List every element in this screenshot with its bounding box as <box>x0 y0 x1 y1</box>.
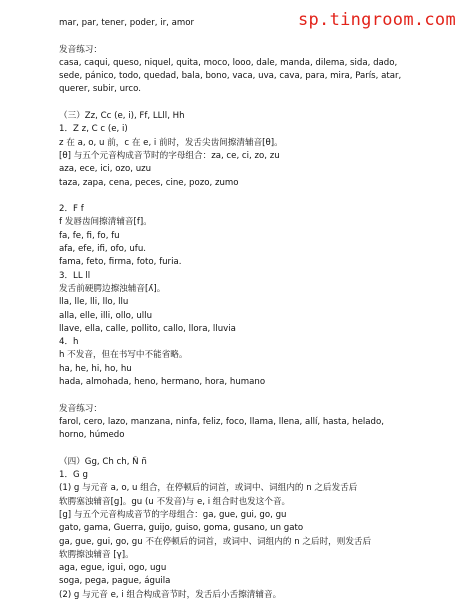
blank-line <box>59 97 463 110</box>
text-line: 1．G g <box>59 470 88 481</box>
text-line: casa, caqui, queso, niquel, quita, moco, looo, dale, manda, dilema, sida, dado, <box>59 57 398 68</box>
watermark-text: sp.tingroom.com <box>297 10 456 30</box>
text-line: ha, he, hi, ho, hu <box>59 363 132 374</box>
text-line: soga, pega, pague, águila <box>59 576 171 587</box>
text-line: horno, húmedo <box>59 430 125 441</box>
text-line: mar, par, tener, poder, ir, amor <box>59 18 195 28</box>
text-line: 软腭擦浊辅音 [γ]。 <box>59 549 134 560</box>
text-line: 软腭塞浊辅音[g]。gu (u 不发音)与 e, i 组合时也发这个音。 <box>59 496 291 507</box>
blank-line <box>59 443 463 456</box>
text-line: (1) g 与元音 a, o, u 组合，在停顿后的词首，或词中、词组内的 n 之后发舌后 <box>59 483 358 494</box>
blank-line <box>59 389 463 402</box>
text-line: aga, egue, igui, ogo, ugu <box>59 563 167 574</box>
text-line: taza, zapa, cena, peces, cine, pozo, zumo <box>59 177 239 188</box>
text-line: [θ] 与五个元音构成音节时的字母组合：za, ce, ci, zo, zu <box>59 150 280 161</box>
text-line: afa, efe, ifi, ofo, ufu. <box>59 244 147 255</box>
text-line: h 不发音，但在书写中不能省略。 <box>59 350 188 361</box>
text-line: 发舌前硬腭边擦浊辅音[ʎ]。 <box>59 283 166 294</box>
text-line: gato, gama, Guerra, guijo, guiso, goma, gusano, un gato <box>59 523 304 534</box>
text-line: [g] 与五个元音构成音节的字母组合：ga, gue, gui, go, gu <box>59 509 287 520</box>
text-line: 发音练习： <box>59 403 102 414</box>
text-line: hada, almohada, heno, hermano, hora, humano <box>59 377 266 388</box>
document-body <box>59 17 463 602</box>
text-line: 3．LL ll <box>59 270 91 281</box>
blank-line <box>59 190 463 203</box>
text-line: 2．F f <box>59 204 84 215</box>
text-line: ga, gue, gui, go, gu 不在停顿后的词首，或词中、词组内的 n 之后时，则发舌后 <box>59 536 372 547</box>
text-line: 1．Z z, C c (e, i) <box>59 124 128 135</box>
text-line: llave, ella, calle, pollito, callo, llora, lluvia <box>59 323 236 334</box>
text-line: querer, subir, urco. <box>59 84 141 95</box>
text-line: sede, pánico, todo, quedad, bala, bono, vaca, uva, cava, para, mira, París, atar, <box>59 71 402 82</box>
text-line: (2) g 与元音 e, i 组合构成音节时，发舌后小舌擦清辅音。 <box>59 589 282 600</box>
text-line: farol, cero, lazo, manzana, ninfa, feliz, foco, llama, llena, allí, hasta, helado, <box>59 416 384 427</box>
text-line: aza, ece, ici, ozo, uzu <box>59 164 152 175</box>
text-line: fa, fe, fi, fo, fu <box>59 230 120 241</box>
text-line: （三）Zz, Cc (e, i), Ff, LLll, Hh <box>59 111 185 122</box>
text-line: f 发唇齿间擦清辅音[f]。 <box>59 217 152 228</box>
text-line: fama, feto, firma, foto, furia. <box>59 257 182 268</box>
text-line: alla, elle, illi, ollo, ullu <box>59 310 153 321</box>
text-line: z 在 a, o, u 前，c 在 e, i 前时，发舌尖齿间擦清辅音[θ]。 <box>59 137 283 148</box>
text-line: lla, lle, lli, llo, llu <box>59 297 129 308</box>
text-line: 4．h <box>59 337 79 348</box>
text-line: 发音练习： <box>59 44 102 55</box>
blank-line <box>59 30 463 43</box>
text-line: （四）Gg, Ch ch, Ñ ñ <box>59 456 147 467</box>
